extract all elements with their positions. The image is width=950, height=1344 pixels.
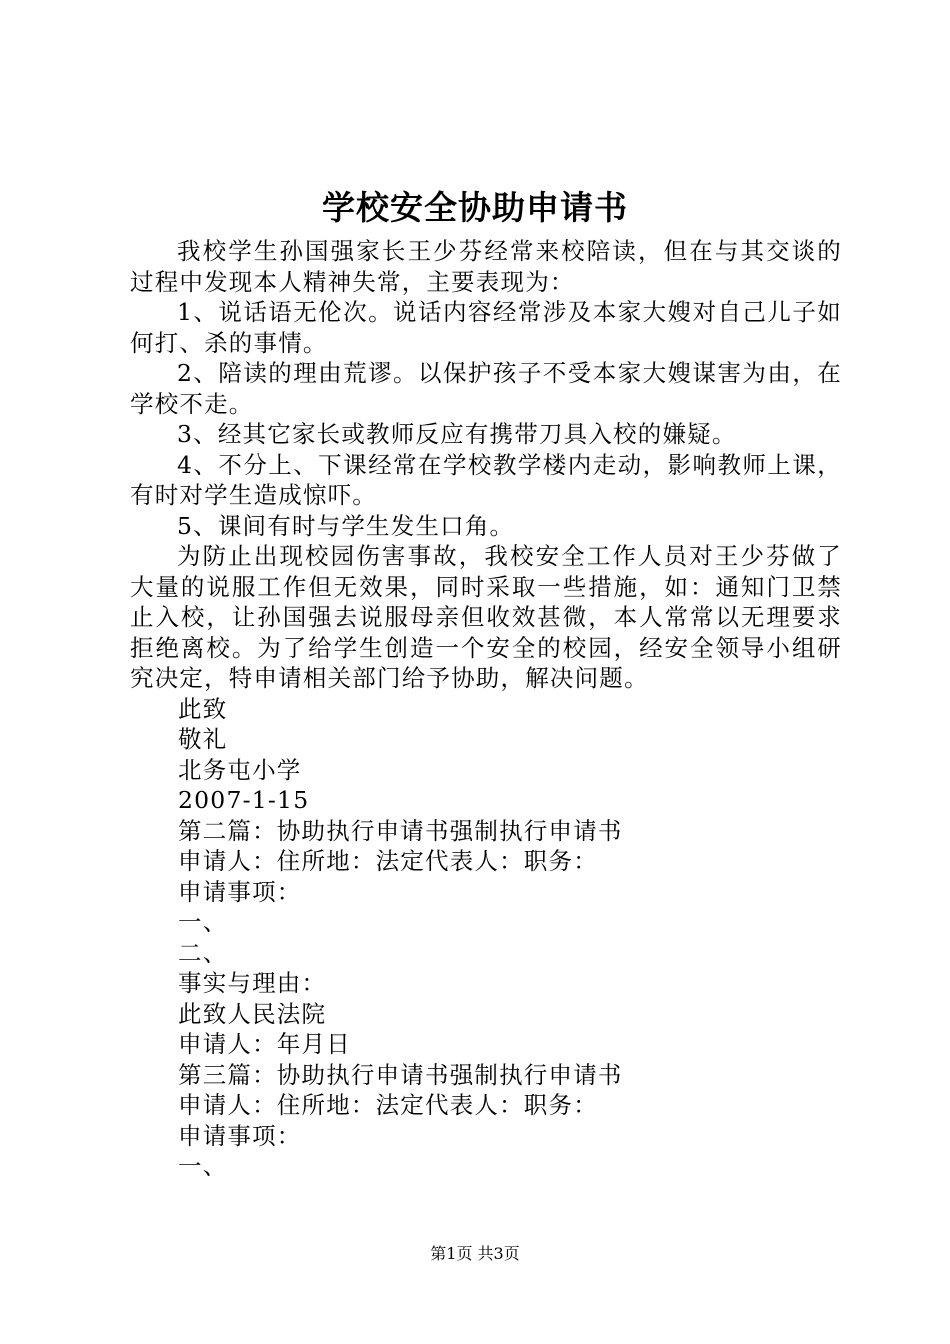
- form-line-court: 此致人民法院: [178, 999, 327, 1028]
- form-line-facts: 事实与理由：: [178, 969, 327, 997]
- paragraph-item-1: 1、说话语无伦次。说话内容经常涉及本家大嫂对自己儿子如何打、杀的事情。: [130, 298, 842, 357]
- form-line-items: 申请事项：: [178, 877, 302, 906]
- section-heading-3: 第三篇：协助执行申请书强制执行申请书: [178, 1060, 623, 1089]
- form-line-date: 申请人：年月日: [178, 1030, 351, 1058]
- paragraph-item-2: 2、陪读的理由荒谬。以保护孩子不受本家大嫂谋害为由，在学校不走。: [130, 359, 842, 418]
- signature-date: 2007-1-15: [178, 786, 310, 814]
- closing-cizhi: 此致: [178, 694, 228, 723]
- paragraph-item-3: 3、经其它家长或教师反应有携带刀具入校的嫌疑。: [177, 420, 737, 448]
- form-line-item-1-2: 一、: [178, 1152, 228, 1180]
- form-line-applicant-2: 申请人：住所地：法定代表人：职务：: [178, 1091, 598, 1119]
- paragraph-item-4: 4、不分上、下课经常在学校教学楼内走动，影响教师上课，有时对学生造成惊吓。: [130, 450, 842, 509]
- form-line-items-2: 申请事项：: [178, 1121, 302, 1150]
- paragraph-item-5: 5、课间有时与学生发生口角。: [177, 511, 515, 540]
- section-heading-2: 第二篇：协助执行申请书强制执行申请书: [178, 816, 623, 845]
- document-body: [130, 236, 842, 1182]
- closing-jingli: 敬礼: [178, 725, 228, 753]
- signature-school: 北务屯小学: [178, 755, 302, 784]
- document-title: 学校安全协助申请书: [322, 188, 628, 227]
- form-line-item-1: 一、: [178, 908, 228, 936]
- form-line-applicant: 申请人：住所地：法定代表人：职务：: [178, 847, 598, 875]
- paragraph-request: 为防止出现校园伤害事故，我校安全工作人员对王少芬做了大量的说服工作但无效果，同时采取一些措施，如：通知门卫禁止入校，让孙国强去说服母亲但收效甚微，本人常常以无理要求拒绝离校。为了给学生创造一个安全的校园，经安全领导小组研究决定，特申请相关部门给予协助，解决问题。: [130, 542, 842, 692]
- form-line-item-2: 二、: [178, 938, 228, 967]
- page-footer: 第1页 共3页: [430, 1244, 520, 1263]
- paragraph-intro: 我校学生孙国强家长王少芬经常来校陪读，但在与其交谈的过程中发现本人精神失常，主要表现为：: [130, 237, 842, 296]
